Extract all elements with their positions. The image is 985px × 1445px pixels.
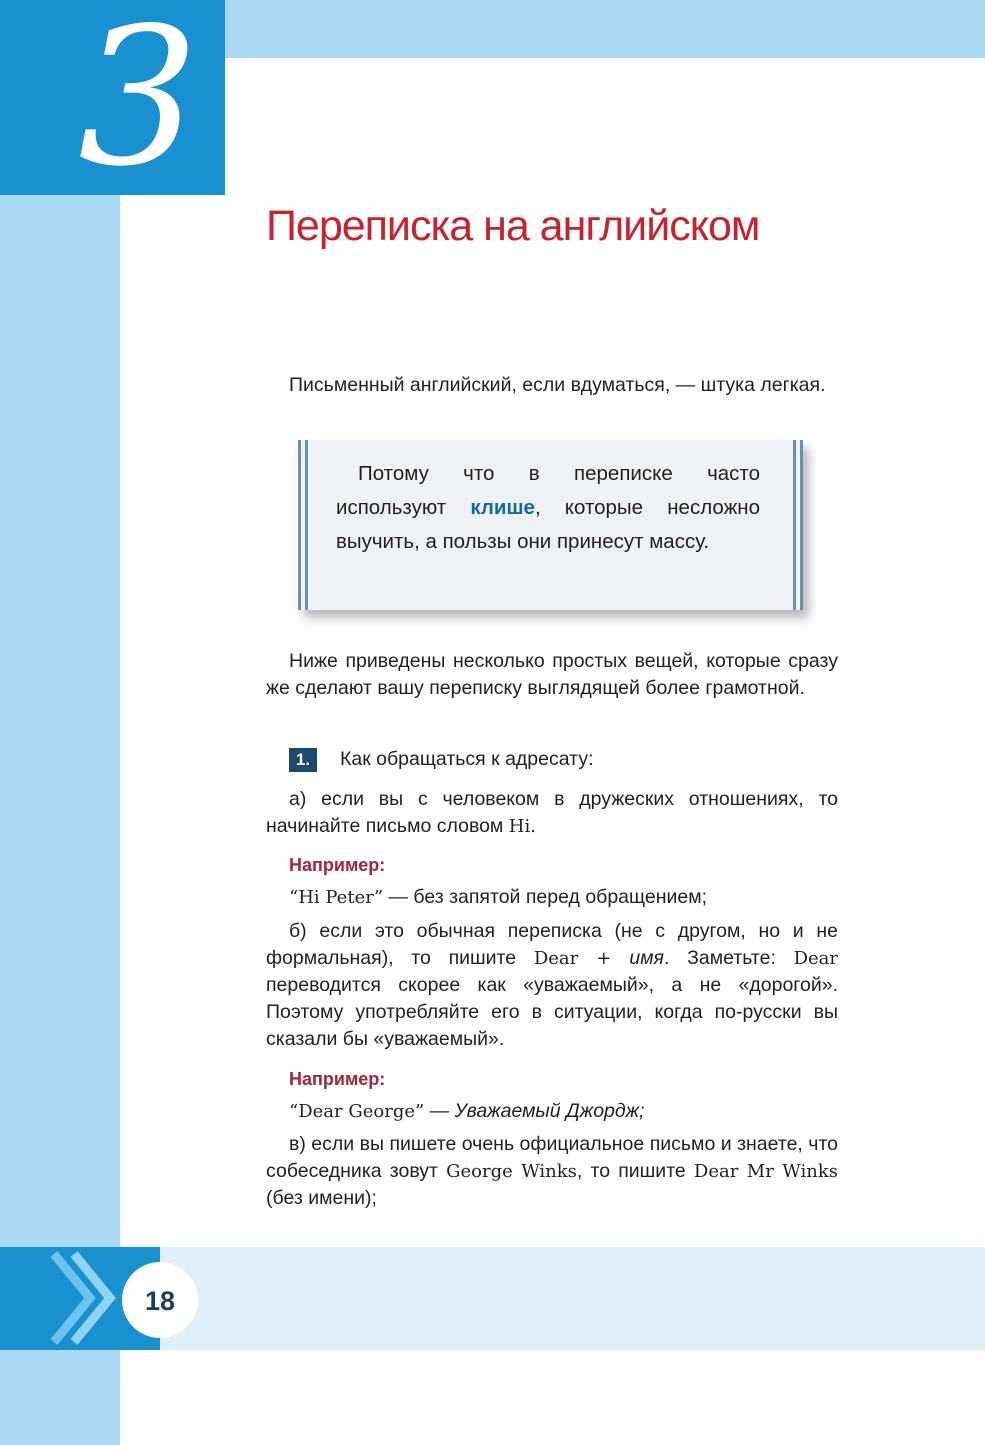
point-b-paragraph xyxy=(266,918,838,1053)
example-2-translation: Уважаемый Джордж; xyxy=(454,1100,645,1122)
point-b-text-2: . Заметьте: xyxy=(663,947,794,969)
callout-left-bar-inner xyxy=(305,440,308,610)
example-label: Например: xyxy=(289,1069,386,1089)
example-2 xyxy=(289,1098,838,1125)
callout-text-start: Потому что в переписке часто используют xyxy=(336,462,760,519)
item-number-badge: 1. xyxy=(289,748,317,772)
left-decorative-band xyxy=(0,0,120,1445)
example-1-comment: — без запятой перед обращением; xyxy=(383,886,708,908)
point-b-italic: имя xyxy=(629,947,664,969)
point-c-english-2: Dear Mr Winks xyxy=(693,1161,838,1182)
point-a-text: а) если вы с человеком в дружеских отношениях, то начинайте письмо словом xyxy=(266,788,838,837)
point-b-text-1: б) если это обычная переписка (не с другом, но и не формальная), то пишите xyxy=(266,920,838,969)
example-2-dash: — xyxy=(424,1100,455,1122)
example-2-english: “Dear George” xyxy=(289,1101,425,1122)
page-number: 18 xyxy=(144,1286,176,1316)
intro-paragraph: Письменный английский, если вдуматься, — штука легкая. xyxy=(289,374,826,396)
top-decorative-band xyxy=(225,0,985,58)
point-a-paragraph xyxy=(266,786,838,840)
point-c-english-1: George Winks xyxy=(446,1161,577,1182)
example-label: Например: xyxy=(289,855,386,875)
callout-text xyxy=(336,457,760,559)
point-b-text-3: переводится скорее как «уважаемый», а не «дорогой». Поэтому употребляйте его в ситуации, когда по-русски вы сказали бы «уважаемый». xyxy=(266,974,838,1050)
point-c-text-2: , то пишите xyxy=(576,1160,694,1182)
callout-right-bar-inner xyxy=(793,440,796,610)
point-b-english-1: Dear + xyxy=(533,948,630,969)
point-c-paragraph xyxy=(266,1131,838,1212)
callout-left-bar xyxy=(298,440,301,610)
example-1 xyxy=(289,884,838,911)
callout-text-end: , которые несложно выучить, а пользы они принесут массу. xyxy=(336,496,760,553)
point-a-word: Hi. xyxy=(508,816,536,837)
lead-paragraph: Ниже приведены несколько простых вещей, которые сразу же сделают вашу переписку выглядящей более грамотной. xyxy=(266,650,838,699)
example-1-english: “Hi Peter” xyxy=(289,887,384,908)
chapter-title: Переписка на английском xyxy=(266,202,760,250)
point-c-text-1: в) если вы пишете очень официальное письмо и знаете, что собеседника зовут xyxy=(266,1133,838,1182)
double-chevron-icon xyxy=(42,1250,117,1346)
callout-right-bar xyxy=(800,440,803,610)
chapter-number: 3 xyxy=(78,0,199,208)
callout-box xyxy=(298,440,803,610)
callout-keyword: клише xyxy=(470,496,535,519)
point-c-text-3: (без имени); xyxy=(266,1187,377,1209)
item-heading: Как обращаться к адресату: xyxy=(340,748,594,770)
point-b-english-2: Dear xyxy=(793,948,838,969)
